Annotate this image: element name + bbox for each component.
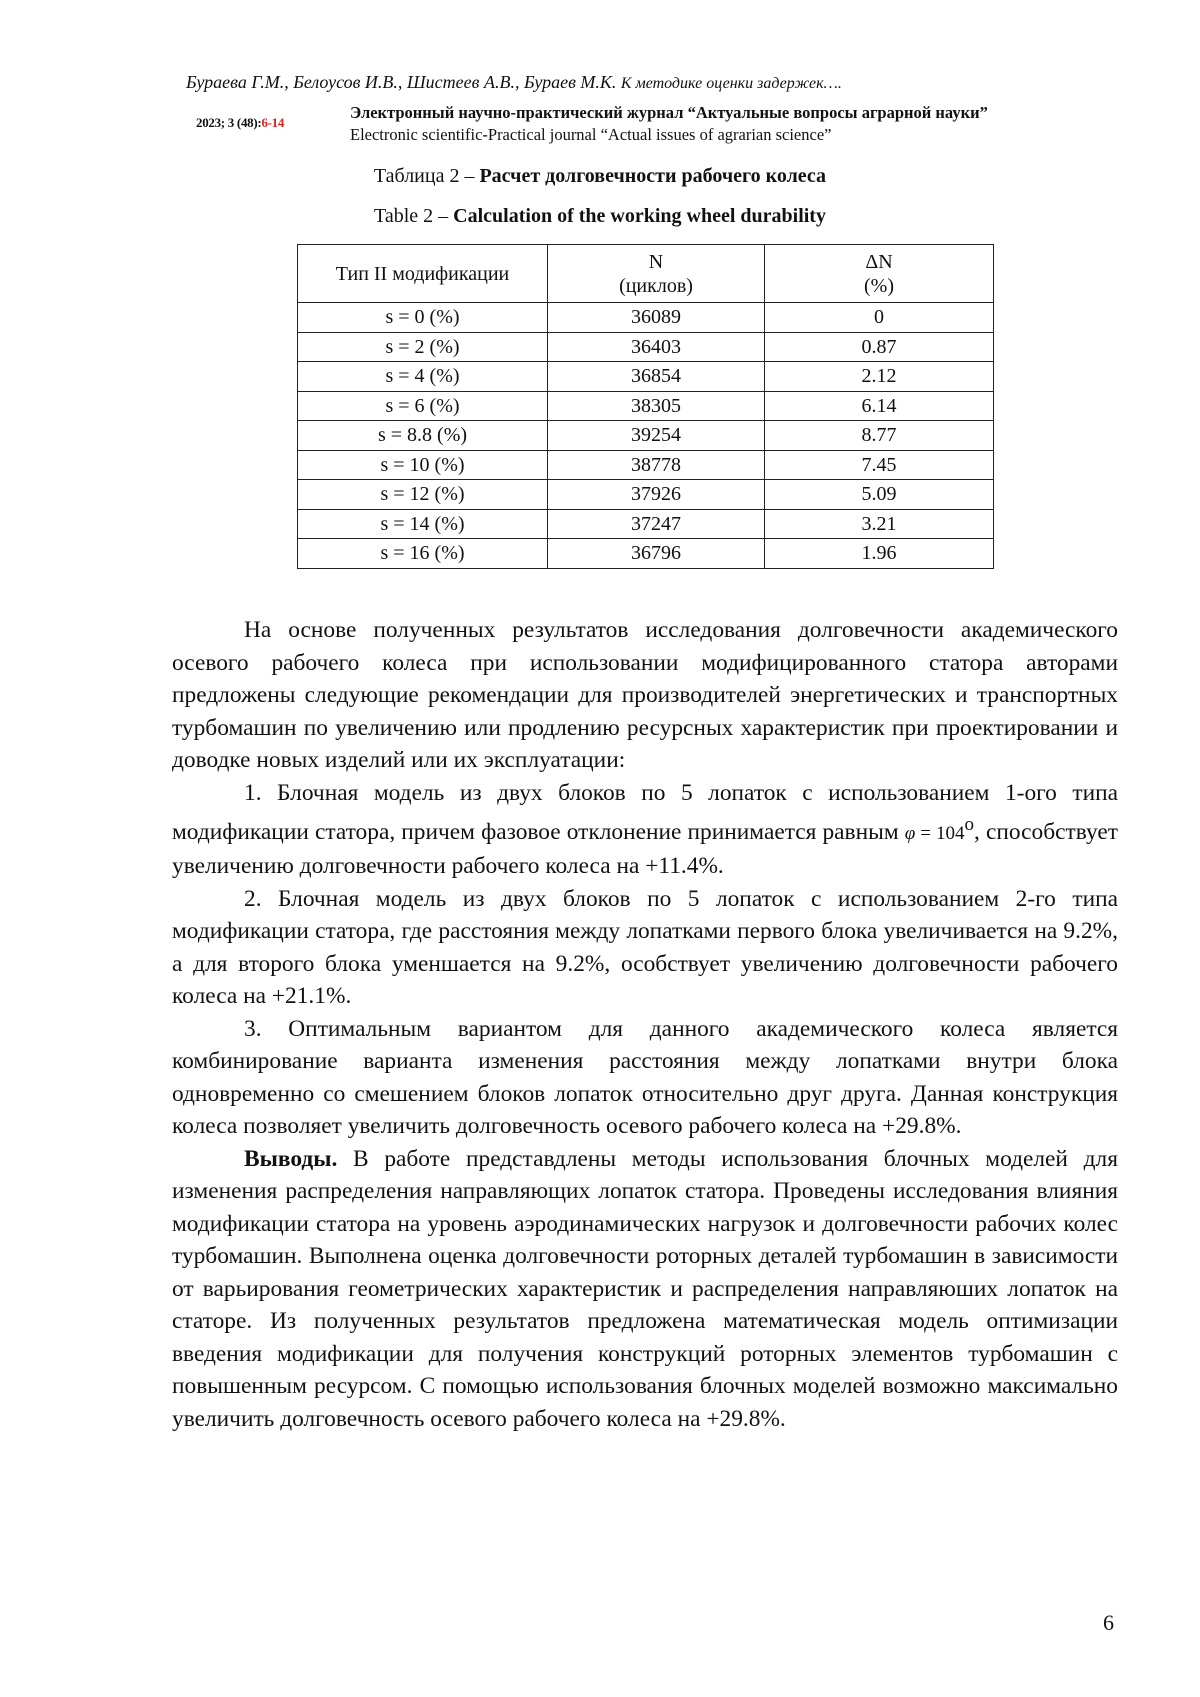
phi-value: = 104 <box>915 822 965 844</box>
cell-cycles: 37247 <box>548 509 765 539</box>
cell-cycles: 36854 <box>548 362 765 392</box>
journal-header <box>0 103 1200 147</box>
issue-info <box>196 115 284 131</box>
cell-delta: 6.14 <box>765 391 994 421</box>
cell-type: s = 0 (%) <box>298 303 548 333</box>
cell-cycles: 36403 <box>548 332 765 362</box>
degree-symbol: o <box>964 814 975 835</box>
cell-delta: 5.09 <box>765 480 994 510</box>
table-row <box>298 509 994 539</box>
cell-delta: 0.87 <box>765 332 994 362</box>
cell-cycles: 36796 <box>548 539 765 569</box>
header-cycles-symbol: N <box>648 250 664 273</box>
phi-formula <box>904 814 975 845</box>
cell-delta: 8.77 <box>765 421 994 451</box>
table-row <box>298 450 994 480</box>
journal-title-ru: Электронный научно-практический журнал “Актуальные вопросы аграрной науки” <box>350 103 988 122</box>
cell-type: s = 8.8 (%) <box>298 421 548 451</box>
paragraph-intro: На основе полученных результатов исследования долговечности академического осевого рабочего колеса при использовании модифицированного статора авторами предложены следующие рекомендации для производителей энергетических и транспортных турбомашин по увеличению или продлению ресурсных характеристик при проектировании и доводке новых изделий или их эксплуатации: <box>172 617 1118 773</box>
phi-symbol: φ <box>904 822 916 844</box>
header-delta <box>765 245 994 303</box>
table-caption-ru <box>0 165 1200 188</box>
caption-ru-title: Расчет долговечности рабочего колеса <box>479 165 827 187</box>
conclusions-label: Выводы. <box>244 1145 338 1172</box>
table-row <box>298 303 994 333</box>
paragraph-recommendation-3: 3. Оптимальным вариантом для данного академического колеса является комбинирование варианта изменения расстояния между лопатками внутри блока одновременно со смешением блоков лопаток относительно друг друга. Данная конструкция колеса позволяет увеличить долговечность осевого рабочего колеса на +29.8%. <box>172 1015 1118 1140</box>
issue-pages: 6-14 <box>261 115 285 130</box>
table-row <box>298 480 994 510</box>
body-text <box>172 614 1118 1435</box>
cell-type: s = 2 (%) <box>298 332 548 362</box>
cell-cycles: 38305 <box>548 391 765 421</box>
cell-type: s = 16 (%) <box>298 539 548 569</box>
cell-delta: 3.21 <box>765 509 994 539</box>
cell-cycles: 38778 <box>548 450 765 480</box>
cell-delta: 7.45 <box>765 450 994 480</box>
durability-table <box>297 244 994 569</box>
rec1-text-after: , способствует увеличению долговечности рабочего колеса на +11.4%. <box>172 818 1118 880</box>
header-cycles <box>548 245 765 303</box>
caption-en-title: Calculation of the working wheel durability <box>453 205 826 227</box>
table-caption-en <box>0 205 1200 228</box>
header-cycles-unit: (циклов) <box>619 274 693 297</box>
page-number: 6 <box>1103 1610 1114 1635</box>
table-row <box>298 332 994 362</box>
table-header-row <box>298 245 994 303</box>
issue-number: 2023; 3 (48): <box>196 115 262 130</box>
cell-type: s = 10 (%) <box>298 450 548 480</box>
table-row <box>298 539 994 569</box>
article-title-short: К методике оценки задержек…. <box>620 75 842 92</box>
table-row <box>298 421 994 451</box>
authors-text: Бураева Г.М., Белоусов И.В., Шистеев А.В., Бураев М.К. <box>186 72 617 92</box>
cell-delta: 0 <box>765 303 994 333</box>
cell-type: s = 4 (%) <box>298 362 548 392</box>
paragraph-recommendation-2: 2. Блочная модель из двух блоков по 5 лопаток с использованием 2-го типа модификации статора, где расстояния между лопатками первого блока увеличивается на 9.2%, а для второго блока уменшается на 9.2%, особствует увеличению долговечности рабочего колеса на +21.1%. <box>172 885 1118 1010</box>
cell-delta: 1.96 <box>765 539 994 569</box>
table-row <box>298 362 994 392</box>
cell-cycles: 39254 <box>548 421 765 451</box>
conclusions-text: В работе представдлены методы использования блочных моделей для изменения распределения направляющих лопаток статора. Проведены исследования влияния модификации статора на уровень аэродинамических нагрузок и долговечности рабочих колес турбомашин. Выполнена оценка долговечности роторных деталей турбомашин в зависимости от варьирования геометрических характеристик и распределения направляюших лопаток на статоре. Из полученных результатов предложена математическая модель оптимизации введения модификации для получения конструкций роторных элементов турбомашин с повышенным ресурсом. С помощью использования блочных моделей возможно максимально увеличить долговечность осевого рабочего колеса на +29.8%. <box>172 1145 1118 1432</box>
cell-cycles: 37926 <box>548 480 765 510</box>
cell-cycles: 36089 <box>548 303 765 333</box>
rec1-text-before: 1. Блочная модель из двух блоков по 5 лопаток с использованием 1-ого типа модификации статора, причем фазовое отклонение принимается равным <box>172 779 1118 845</box>
journal-title-en: Electronic scientific-Practical journal “Actual issues of agrarian science” <box>350 125 832 144</box>
caption-en-prefix: Table 2 – <box>374 205 449 227</box>
header-delta-symbol: ΔN <box>865 250 893 273</box>
caption-ru-prefix: Таблица 2 – <box>373 165 475 187</box>
table-row <box>298 391 994 421</box>
header-delta-unit: (%) <box>864 274 894 297</box>
paragraph-recommendation-1 <box>172 777 1118 883</box>
cell-delta: 2.12 <box>765 362 994 392</box>
header-modification-type: Тип II модификации <box>298 245 548 303</box>
cell-type: s = 14 (%) <box>298 509 548 539</box>
running-header-authors <box>186 72 1116 93</box>
cell-type: s = 6 (%) <box>298 391 548 421</box>
cell-type: s = 12 (%) <box>298 480 548 510</box>
paragraph-conclusions <box>172 1143 1118 1436</box>
